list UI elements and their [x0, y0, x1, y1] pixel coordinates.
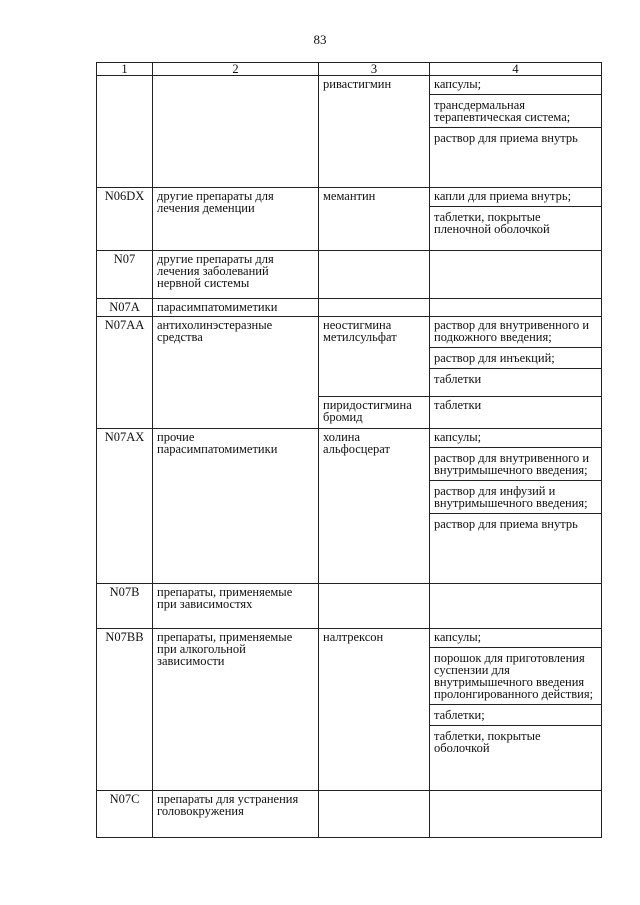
dosage-form: капсулы; — [434, 77, 482, 91]
table-row — [97, 188, 602, 251]
group-name-cell: препараты, применяемые при зависимостях — [153, 584, 319, 629]
table-row — [97, 251, 602, 299]
drug-name-cell — [319, 299, 430, 317]
drug-name-cell: пиридостигмина бромид — [319, 397, 430, 429]
table-row — [97, 76, 602, 188]
table-row — [97, 584, 602, 629]
dosage-form: раствор для инъекций; — [430, 347, 601, 364]
column-header-1: 1 — [97, 63, 153, 76]
atc-code-cell: N07AX — [97, 429, 153, 584]
table-row — [97, 299, 602, 317]
dosage-forms-cell — [430, 791, 602, 838]
page-number: 83 — [313, 32, 327, 47]
dosage-forms-cell — [430, 397, 602, 429]
atc-code-cell: N07AA — [97, 317, 153, 429]
dosage-forms-cell — [430, 317, 602, 397]
drug-name-cell — [319, 791, 430, 838]
atc-code-cell — [97, 76, 153, 188]
dosage-forms-cell — [430, 584, 602, 629]
dosage-forms-cell — [430, 251, 602, 299]
group-name-cell: препараты, применяемые при алкогольной зависимости — [153, 629, 319, 791]
dosage-form: таблетки; — [430, 704, 601, 721]
drug-name-cell: холина альфосцерат — [319, 429, 430, 584]
drug-name-cell — [319, 251, 430, 299]
atc-code-cell: N07BB — [97, 629, 153, 791]
group-name-cell: другие препараты для лечения заболеваний нервной системы — [153, 251, 319, 299]
column-header-2: 2 — [153, 63, 319, 76]
dosage-form: капсулы; — [434, 630, 482, 644]
table-row — [97, 429, 602, 584]
table-row — [97, 629, 602, 791]
column-header-4: 4 — [430, 63, 602, 76]
drug-list-table — [96, 62, 602, 838]
dosage-forms-cell — [430, 429, 602, 584]
dosage-form: трансдермальная терапевтическая система; — [430, 94, 601, 123]
dosage-form: раствор для приема внутрь — [430, 127, 601, 144]
dosage-form: таблетки, покрытые оболочкой — [430, 725, 601, 754]
dosage-form: порошок для приготовления суспензии для внутримышечного введения пролонгированного действия; — [430, 647, 601, 700]
table-row — [97, 317, 602, 397]
drug-name-cell: неостигмина метилсульфат — [319, 317, 430, 397]
table-header-row — [97, 63, 602, 76]
table-row — [97, 791, 602, 838]
dosage-form: капли для приема внутрь; — [434, 189, 572, 203]
group-name-cell: антихолинэстеразные средства — [153, 317, 319, 429]
dosage-form: раствор для приема внутрь — [430, 513, 601, 530]
dosage-form: таблетки, покрытые пленочной оболочкой — [430, 206, 601, 235]
group-name-cell: другие препараты для лечения деменции — [153, 188, 319, 251]
atc-code-cell: N07 — [97, 251, 153, 299]
group-name-cell — [153, 76, 319, 188]
dosage-form: таблетки — [430, 368, 601, 385]
group-name-cell: прочие парасимпатомиметики — [153, 429, 319, 584]
dosage-forms-cell — [430, 188, 602, 251]
atc-code-cell: N07A — [97, 299, 153, 317]
group-name-cell: парасимпатомиметики — [153, 299, 319, 317]
dosage-form: раствор для внутривенного и внутримышечного введения; — [430, 447, 601, 476]
dosage-form: раствор для инфузий и внутримышечного введения; — [430, 480, 601, 509]
drug-name-cell: ривастигмин — [319, 76, 430, 188]
dosage-form: раствор для внутривенного и подкожного введения; — [434, 318, 590, 344]
dosage-form: капсулы; — [434, 430, 482, 444]
dosage-form: таблетки — [434, 398, 482, 412]
atc-code-cell: N07C — [97, 791, 153, 838]
column-header-3: 3 — [319, 63, 430, 76]
drug-name-cell: налтрексон — [319, 629, 430, 791]
dosage-forms-cell — [430, 629, 602, 791]
dosage-forms-cell — [430, 76, 602, 188]
atc-code-cell: N06DX — [97, 188, 153, 251]
group-name-cell: препараты для устранения головокружения — [153, 791, 319, 838]
dosage-forms-cell — [430, 299, 602, 317]
drug-name-cell: мемантин — [319, 188, 430, 251]
atc-code-cell: N07B — [97, 584, 153, 629]
drug-name-cell — [319, 584, 430, 629]
